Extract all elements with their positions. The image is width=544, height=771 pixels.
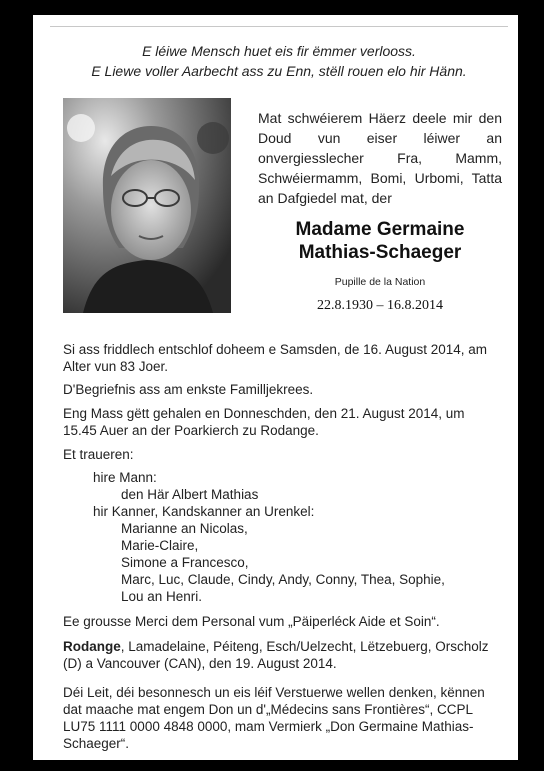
death-paragraph: Si ass friddlech entschlof doheem e Samsden, de 16. August 2014, am Alter vun 83 Joer. — [63, 342, 488, 374]
husband-label: hire Mann: — [93, 470, 157, 485]
life-dates: 22.8.1930 – 16.8.2014 — [317, 298, 443, 313]
top-divider — [50, 26, 508, 27]
thanks-paragraph: Ee grousse Merci dem Personal vum „Päiperléck Aide et Soin“. — [63, 614, 440, 629]
children-line: Marie-Claire, — [121, 538, 199, 553]
mass-paragraph: Eng Mass gëtt gehalen en Donneschden, den 21. August 2014, um 15.45 Auer an der Poarkierch zu Rodange. — [63, 406, 465, 438]
husband-name: den Här Albert Mathias — [121, 487, 259, 502]
children-line: Marc, Luc, Claude, Cindy, Andy, Conny, Thea, Sophie, — [121, 572, 445, 587]
deceased-name-line-2: Mathias-Schaeger — [298, 242, 462, 263]
deceased-title: Pupille de la Nation — [334, 276, 426, 288]
intro-text: Mat schwéierem Häerz deele mir den Doud vun eiser léiwer an onvergiesslecher Fra, Mamm, Schwéiermamm, Bomi, Urbomi, Tatta an Dafgiedel mat, der — [258, 110, 502, 206]
motto-line-2: E Liewe voller Aarbecht ass zu Enn, stëll rouen elo hir Hänn. — [91, 63, 467, 79]
mourners-heading: Et traueren: — [63, 447, 134, 462]
children-label: hir Kanner, Kandskanner an Urenkel: — [93, 504, 315, 519]
children-line: Simone a Francesco, — [121, 555, 249, 570]
motto-line-1: E léiwe Mensch huet eis fir ëmmer verlooss. — [142, 43, 416, 59]
places-paragraph — [63, 638, 499, 672]
children-line: Lou an Henri. — [121, 589, 203, 604]
donation-paragraph: Déi Leit, déi besonnesch un eis léif Verstuerwe wellen denken, kënnen dat maache mat engem Don un d'„Médecins sans Frontières“, CCPL LU75 1111 0000 4848 0000, mam Vermierk „Don Germaine Mathias-Schaeger“. — [63, 685, 485, 751]
place-bold: Rodange — [63, 639, 121, 654]
places-rest: , Lamadelaine, Péiteng, Esch/Uelzecht, Lëtzebuerg, Orscholz (D) a Vancouver (CAN), den 19. August 2014. — [63, 639, 489, 671]
portrait-photo — [63, 98, 231, 313]
children-line: Marianne an Nicolas, — [121, 521, 248, 536]
deceased-name-line-1: Madame Germaine — [295, 219, 465, 240]
burial-paragraph: D'Begriefnis ass am enkste Familljekrees. — [63, 382, 314, 397]
